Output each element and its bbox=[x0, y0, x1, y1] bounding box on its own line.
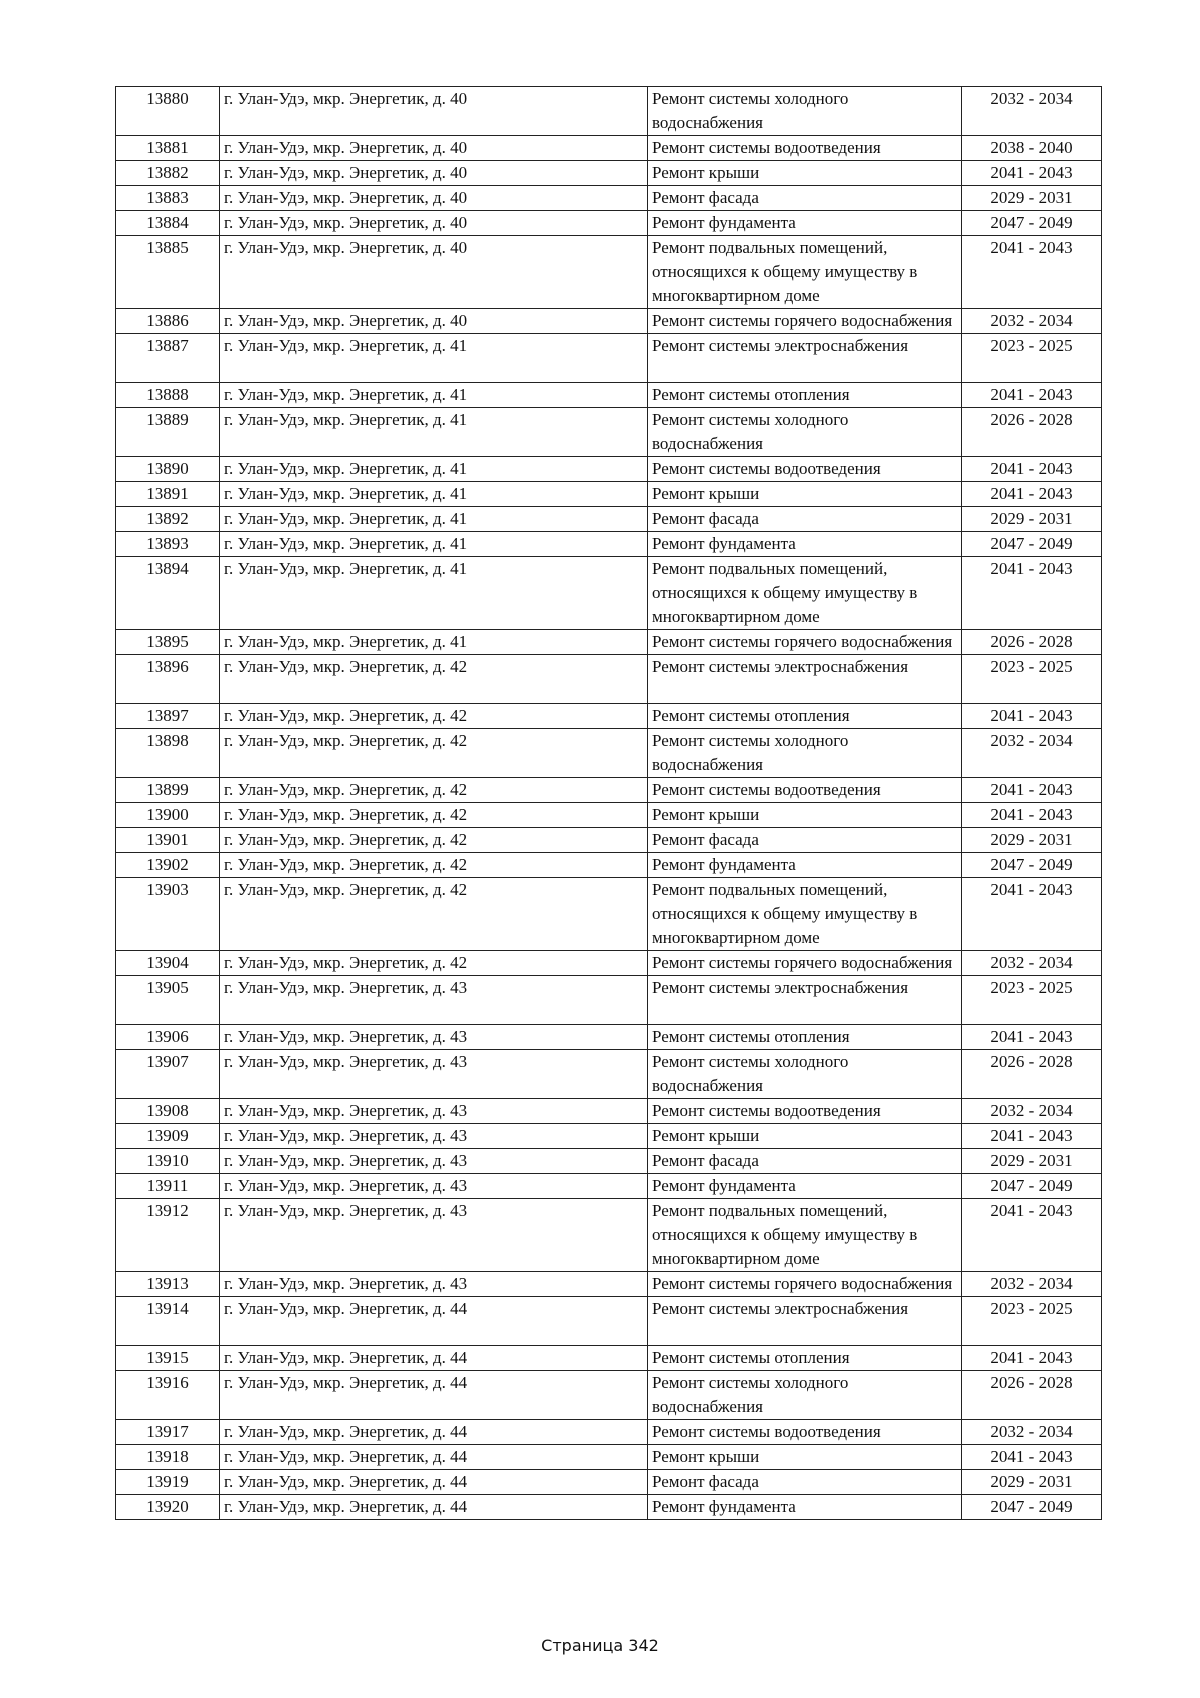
work-type-cell: Ремонт системы горячего водоснабжения bbox=[648, 951, 962, 976]
row-number-cell: 13894 bbox=[116, 557, 220, 630]
table-row bbox=[116, 976, 1102, 1025]
table-row bbox=[116, 507, 1102, 532]
address-cell: г. Улан-Удэ, мкр. Энергетик, д. 42 bbox=[220, 878, 648, 951]
work-type-cell: Ремонт подвальных помещений, относящихся к общему имуществу в многоквартирном доме bbox=[648, 557, 962, 630]
work-type-cell: Ремонт фундамента bbox=[648, 211, 962, 236]
table-row bbox=[116, 408, 1102, 457]
row-number-cell: 13893 bbox=[116, 532, 220, 557]
period-cell: 2029 - 2031 bbox=[962, 1470, 1102, 1495]
period-cell: 2026 - 2028 bbox=[962, 630, 1102, 655]
row-number-cell: 13915 bbox=[116, 1346, 220, 1371]
work-type-cell: Ремонт фасада bbox=[648, 828, 962, 853]
table-row bbox=[116, 729, 1102, 778]
period-cell: 2038 - 2040 bbox=[962, 136, 1102, 161]
address-cell: г. Улан-Удэ, мкр. Энергетик, д. 44 bbox=[220, 1297, 648, 1346]
table-row bbox=[116, 1025, 1102, 1050]
row-number-cell: 13899 bbox=[116, 778, 220, 803]
table-row bbox=[116, 1445, 1102, 1470]
address-cell: г. Улан-Удэ, мкр. Энергетик, д. 43 bbox=[220, 976, 648, 1025]
period-cell: 2047 - 2049 bbox=[962, 1495, 1102, 1520]
address-cell: г. Улан-Удэ, мкр. Энергетик, д. 41 bbox=[220, 457, 648, 482]
address-cell: г. Улан-Удэ, мкр. Энергетик, д. 42 bbox=[220, 655, 648, 704]
period-cell: 2041 - 2043 bbox=[962, 1346, 1102, 1371]
address-cell: г. Улан-Удэ, мкр. Энергетик, д. 40 bbox=[220, 161, 648, 186]
table-row bbox=[116, 482, 1102, 507]
address-cell: г. Улан-Удэ, мкр. Энергетик, д. 44 bbox=[220, 1495, 648, 1520]
table-row bbox=[116, 334, 1102, 383]
row-number-cell: 13885 bbox=[116, 236, 220, 309]
address-cell: г. Улан-Удэ, мкр. Энергетик, д. 41 bbox=[220, 383, 648, 408]
address-cell: г. Улан-Удэ, мкр. Энергетик, д. 41 bbox=[220, 408, 648, 457]
period-cell: 2041 - 2043 bbox=[962, 557, 1102, 630]
period-cell: 2041 - 2043 bbox=[962, 457, 1102, 482]
period-cell: 2032 - 2034 bbox=[962, 87, 1102, 136]
row-number-cell: 13909 bbox=[116, 1124, 220, 1149]
table-row bbox=[116, 1124, 1102, 1149]
address-cell: г. Улан-Удэ, мкр. Энергетик, д. 41 bbox=[220, 334, 648, 383]
work-type-cell: Ремонт системы водоотведения bbox=[648, 136, 962, 161]
work-type-cell: Ремонт крыши bbox=[648, 161, 962, 186]
address-cell: г. Улан-Удэ, мкр. Энергетик, д. 42 bbox=[220, 828, 648, 853]
address-cell: г. Улан-Удэ, мкр. Энергетик, д. 44 bbox=[220, 1420, 648, 1445]
table-body bbox=[116, 87, 1102, 1520]
table-row bbox=[116, 630, 1102, 655]
address-cell: г. Улан-Удэ, мкр. Энергетик, д. 40 bbox=[220, 87, 648, 136]
period-cell: 2041 - 2043 bbox=[962, 803, 1102, 828]
address-cell: г. Улан-Удэ, мкр. Энергетик, д. 40 bbox=[220, 186, 648, 211]
row-number-cell: 13905 bbox=[116, 976, 220, 1025]
table-row bbox=[116, 161, 1102, 186]
work-type-cell: Ремонт крыши bbox=[648, 803, 962, 828]
period-cell: 2047 - 2049 bbox=[962, 1174, 1102, 1199]
work-type-cell: Ремонт фасада bbox=[648, 507, 962, 532]
row-number-cell: 13919 bbox=[116, 1470, 220, 1495]
work-type-cell: Ремонт фасада bbox=[648, 1470, 962, 1495]
table-row bbox=[116, 878, 1102, 951]
address-cell: г. Улан-Удэ, мкр. Энергетик, д. 43 bbox=[220, 1099, 648, 1124]
period-cell: 2023 - 2025 bbox=[962, 1297, 1102, 1346]
period-cell: 2041 - 2043 bbox=[962, 704, 1102, 729]
period-cell: 2029 - 2031 bbox=[962, 507, 1102, 532]
address-cell: г. Улан-Удэ, мкр. Энергетик, д. 44 bbox=[220, 1470, 648, 1495]
row-number-cell: 13906 bbox=[116, 1025, 220, 1050]
period-cell: 2041 - 2043 bbox=[962, 878, 1102, 951]
table-row bbox=[116, 803, 1102, 828]
period-cell: 2032 - 2034 bbox=[962, 729, 1102, 778]
table-row bbox=[116, 457, 1102, 482]
period-cell: 2023 - 2025 bbox=[962, 334, 1102, 383]
table-row bbox=[116, 236, 1102, 309]
row-number-cell: 13903 bbox=[116, 878, 220, 951]
period-cell: 2032 - 2034 bbox=[962, 1272, 1102, 1297]
address-cell: г. Улан-Удэ, мкр. Энергетик, д. 42 bbox=[220, 729, 648, 778]
address-cell: г. Улан-Удэ, мкр. Энергетик, д. 43 bbox=[220, 1149, 648, 1174]
work-type-cell: Ремонт системы водоотведения bbox=[648, 1420, 962, 1445]
work-type-cell: Ремонт системы горячего водоснабжения bbox=[648, 1272, 962, 1297]
table-row bbox=[116, 1199, 1102, 1272]
table-row bbox=[116, 1495, 1102, 1520]
address-cell: г. Улан-Удэ, мкр. Энергетик, д. 40 bbox=[220, 136, 648, 161]
repair-schedule-table bbox=[115, 86, 1102, 1520]
address-cell: г. Улан-Удэ, мкр. Энергетик, д. 41 bbox=[220, 532, 648, 557]
row-number-cell: 13887 bbox=[116, 334, 220, 383]
period-cell: 2023 - 2025 bbox=[962, 976, 1102, 1025]
address-cell: г. Улан-Удэ, мкр. Энергетик, д. 44 bbox=[220, 1445, 648, 1470]
table-row bbox=[116, 1272, 1102, 1297]
row-number-cell: 13886 bbox=[116, 309, 220, 334]
period-cell: 2032 - 2034 bbox=[962, 309, 1102, 334]
period-cell: 2041 - 2043 bbox=[962, 482, 1102, 507]
period-cell: 2026 - 2028 bbox=[962, 1050, 1102, 1099]
table-row bbox=[116, 186, 1102, 211]
period-cell: 2041 - 2043 bbox=[962, 383, 1102, 408]
table-row bbox=[116, 383, 1102, 408]
table-row bbox=[116, 87, 1102, 136]
table-row bbox=[116, 853, 1102, 878]
work-type-cell: Ремонт системы электроснабжения bbox=[648, 334, 962, 383]
address-cell: г. Улан-Удэ, мкр. Энергетик, д. 42 bbox=[220, 704, 648, 729]
row-number-cell: 13907 bbox=[116, 1050, 220, 1099]
period-cell: 2041 - 2043 bbox=[962, 778, 1102, 803]
period-cell: 2026 - 2028 bbox=[962, 408, 1102, 457]
work-type-cell: Ремонт системы холодного водоснабжения bbox=[648, 87, 962, 136]
address-cell: г. Улан-Удэ, мкр. Энергетик, д. 43 bbox=[220, 1272, 648, 1297]
table-row bbox=[116, 1420, 1102, 1445]
row-number-cell: 13880 bbox=[116, 87, 220, 136]
table-row bbox=[116, 136, 1102, 161]
work-type-cell: Ремонт системы водоотведения bbox=[648, 457, 962, 482]
work-type-cell: Ремонт системы отопления bbox=[648, 1025, 962, 1050]
work-type-cell: Ремонт системы холодного водоснабжения bbox=[648, 1371, 962, 1420]
address-cell: г. Улан-Удэ, мкр. Энергетик, д. 40 bbox=[220, 211, 648, 236]
address-cell: г. Улан-Удэ, мкр. Энергетик, д. 40 bbox=[220, 309, 648, 334]
table-row bbox=[116, 1149, 1102, 1174]
row-number-cell: 13891 bbox=[116, 482, 220, 507]
work-type-cell: Ремонт крыши bbox=[648, 1445, 962, 1470]
work-type-cell: Ремонт системы электроснабжения bbox=[648, 1297, 962, 1346]
work-type-cell: Ремонт системы горячего водоснабжения bbox=[648, 630, 962, 655]
table-row bbox=[116, 1297, 1102, 1346]
work-type-cell: Ремонт системы водоотведения bbox=[648, 778, 962, 803]
table-row bbox=[116, 655, 1102, 704]
row-number-cell: 13890 bbox=[116, 457, 220, 482]
address-cell: г. Улан-Удэ, мкр. Энергетик, д. 42 bbox=[220, 951, 648, 976]
work-type-cell: Ремонт фундамента bbox=[648, 1174, 962, 1199]
address-cell: г. Улан-Удэ, мкр. Энергетик, д. 43 bbox=[220, 1124, 648, 1149]
table-row bbox=[116, 1346, 1102, 1371]
table-row bbox=[116, 1371, 1102, 1420]
row-number-cell: 13913 bbox=[116, 1272, 220, 1297]
period-cell: 2041 - 2043 bbox=[962, 236, 1102, 309]
period-cell: 2032 - 2034 bbox=[962, 1420, 1102, 1445]
address-cell: г. Улан-Удэ, мкр. Энергетик, д. 41 bbox=[220, 557, 648, 630]
address-cell: г. Улан-Удэ, мкр. Энергетик, д. 43 bbox=[220, 1025, 648, 1050]
work-type-cell: Ремонт системы водоотведения bbox=[648, 1099, 962, 1124]
address-cell: г. Улан-Удэ, мкр. Энергетик, д. 44 bbox=[220, 1346, 648, 1371]
work-type-cell: Ремонт подвальных помещений, относящихся к общему имуществу в многоквартирном доме bbox=[648, 878, 962, 951]
row-number-cell: 13917 bbox=[116, 1420, 220, 1445]
work-type-cell: Ремонт системы горячего водоснабжения bbox=[648, 309, 962, 334]
row-number-cell: 13910 bbox=[116, 1149, 220, 1174]
row-number-cell: 13881 bbox=[116, 136, 220, 161]
work-type-cell: Ремонт системы электроснабжения bbox=[648, 976, 962, 1025]
work-type-cell: Ремонт системы отопления bbox=[648, 704, 962, 729]
row-number-cell: 13896 bbox=[116, 655, 220, 704]
row-number-cell: 13911 bbox=[116, 1174, 220, 1199]
row-number-cell: 13900 bbox=[116, 803, 220, 828]
row-number-cell: 13901 bbox=[116, 828, 220, 853]
work-type-cell: Ремонт крыши bbox=[648, 1124, 962, 1149]
row-number-cell: 13908 bbox=[116, 1099, 220, 1124]
period-cell: 2047 - 2049 bbox=[962, 853, 1102, 878]
period-cell: 2041 - 2043 bbox=[962, 1199, 1102, 1272]
table-row bbox=[116, 1099, 1102, 1124]
address-cell: г. Улан-Удэ, мкр. Энергетик, д. 41 bbox=[220, 507, 648, 532]
table-row bbox=[116, 704, 1102, 729]
row-number-cell: 13884 bbox=[116, 211, 220, 236]
address-cell: г. Улан-Удэ, мкр. Энергетик, д. 43 bbox=[220, 1199, 648, 1272]
period-cell: 2032 - 2034 bbox=[962, 951, 1102, 976]
row-number-cell: 13883 bbox=[116, 186, 220, 211]
table-row bbox=[116, 778, 1102, 803]
work-type-cell: Ремонт фасада bbox=[648, 186, 962, 211]
table-row bbox=[116, 211, 1102, 236]
table-row bbox=[116, 1050, 1102, 1099]
row-number-cell: 13882 bbox=[116, 161, 220, 186]
row-number-cell: 13888 bbox=[116, 383, 220, 408]
work-type-cell: Ремонт подвальных помещений, относящихся к общему имуществу в многоквартирном доме bbox=[648, 236, 962, 309]
row-number-cell: 13889 bbox=[116, 408, 220, 457]
table-row bbox=[116, 951, 1102, 976]
period-cell: 2041 - 2043 bbox=[962, 1445, 1102, 1470]
table-row bbox=[116, 828, 1102, 853]
work-type-cell: Ремонт системы отопления bbox=[648, 1346, 962, 1371]
row-number-cell: 13914 bbox=[116, 1297, 220, 1346]
work-type-cell: Ремонт системы холодного водоснабжения bbox=[648, 1050, 962, 1099]
work-type-cell: Ремонт системы холодного водоснабжения bbox=[648, 729, 962, 778]
period-cell: 2029 - 2031 bbox=[962, 828, 1102, 853]
row-number-cell: 13912 bbox=[116, 1199, 220, 1272]
row-number-cell: 13892 bbox=[116, 507, 220, 532]
period-cell: 2029 - 2031 bbox=[962, 186, 1102, 211]
work-type-cell: Ремонт крыши bbox=[648, 482, 962, 507]
address-cell: г. Улан-Удэ, мкр. Энергетик, д. 42 bbox=[220, 803, 648, 828]
table-row bbox=[116, 309, 1102, 334]
work-type-cell: Ремонт фасада bbox=[648, 1149, 962, 1174]
address-cell: г. Улан-Удэ, мкр. Энергетик, д. 40 bbox=[220, 236, 648, 309]
address-cell: г. Улан-Удэ, мкр. Энергетик, д. 42 bbox=[220, 778, 648, 803]
address-cell: г. Улан-Удэ, мкр. Энергетик, д. 43 bbox=[220, 1050, 648, 1099]
address-cell: г. Улан-Удэ, мкр. Энергетик, д. 41 bbox=[220, 482, 648, 507]
table-row bbox=[116, 1470, 1102, 1495]
address-cell: г. Улан-Удэ, мкр. Энергетик, д. 41 bbox=[220, 630, 648, 655]
work-type-cell: Ремонт фундамента bbox=[648, 532, 962, 557]
period-cell: 2032 - 2034 bbox=[962, 1099, 1102, 1124]
row-number-cell: 13918 bbox=[116, 1445, 220, 1470]
row-number-cell: 13904 bbox=[116, 951, 220, 976]
row-number-cell: 13895 bbox=[116, 630, 220, 655]
address-cell: г. Улан-Удэ, мкр. Энергетик, д. 42 bbox=[220, 853, 648, 878]
period-cell: 2026 - 2028 bbox=[962, 1371, 1102, 1420]
table-row bbox=[116, 557, 1102, 630]
period-cell: 2041 - 2043 bbox=[962, 161, 1102, 186]
work-type-cell: Ремонт системы холодного водоснабжения bbox=[648, 408, 962, 457]
address-cell: г. Улан-Удэ, мкр. Энергетик, д. 43 bbox=[220, 1174, 648, 1199]
row-number-cell: 13916 bbox=[116, 1371, 220, 1420]
work-type-cell: Ремонт системы электроснабжения bbox=[648, 655, 962, 704]
table-row bbox=[116, 532, 1102, 557]
period-cell: 2023 - 2025 bbox=[962, 655, 1102, 704]
row-number-cell: 13920 bbox=[116, 1495, 220, 1520]
row-number-cell: 13897 bbox=[116, 704, 220, 729]
row-number-cell: 13902 bbox=[116, 853, 220, 878]
work-type-cell: Ремонт фундамента bbox=[648, 1495, 962, 1520]
page-number: Страница 342 bbox=[541, 1636, 659, 1655]
period-cell: 2047 - 2049 bbox=[962, 532, 1102, 557]
row-number-cell: 13898 bbox=[116, 729, 220, 778]
period-cell: 2041 - 2043 bbox=[962, 1025, 1102, 1050]
period-cell: 2041 - 2043 bbox=[962, 1124, 1102, 1149]
work-type-cell: Ремонт фундамента bbox=[648, 853, 962, 878]
work-type-cell: Ремонт системы отопления bbox=[648, 383, 962, 408]
period-cell: 2029 - 2031 bbox=[962, 1149, 1102, 1174]
address-cell: г. Улан-Удэ, мкр. Энергетик, д. 44 bbox=[220, 1371, 648, 1420]
work-type-cell: Ремонт подвальных помещений, относящихся к общему имуществу в многоквартирном доме bbox=[648, 1199, 962, 1272]
table-row bbox=[116, 1174, 1102, 1199]
period-cell: 2047 - 2049 bbox=[962, 211, 1102, 236]
